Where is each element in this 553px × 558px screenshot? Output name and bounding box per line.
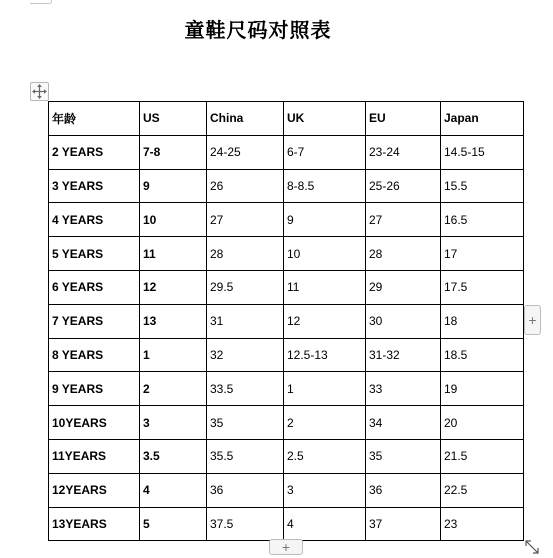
table-row [49, 270, 524, 304]
cell-china[interactable]: 31 [207, 304, 284, 338]
cell-us[interactable]: 9 [140, 169, 207, 203]
table-header-row [49, 102, 524, 136]
move-icon [31, 83, 48, 100]
cell-us[interactable]: 2 [140, 372, 207, 406]
table-row [49, 169, 524, 203]
cell-eu[interactable]: 36 [366, 473, 441, 507]
cell-china[interactable]: 28 [207, 237, 284, 271]
cell-uk[interactable]: 9 [284, 203, 366, 237]
cell-age[interactable]: 11YEARS [49, 439, 140, 473]
cell-age[interactable]: 3 YEARS [49, 169, 140, 203]
table-row [49, 135, 524, 169]
header-cell-age[interactable]: 年龄 [49, 102, 140, 136]
header-cell-us[interactable]: US [140, 102, 207, 136]
header-cell-china[interactable]: China [207, 102, 284, 136]
cell-japan[interactable]: 15.5 [441, 169, 524, 203]
cell-japan[interactable]: 18 [441, 304, 524, 338]
cell-uk[interactable]: 4 [284, 507, 366, 541]
cell-eu[interactable]: 30 [366, 304, 441, 338]
cell-us[interactable]: 4 [140, 473, 207, 507]
cell-china[interactable]: 35 [207, 406, 284, 440]
header-cell-eu[interactable]: EU [366, 102, 441, 136]
table-row [49, 473, 524, 507]
cell-uk[interactable]: 6-7 [284, 135, 366, 169]
cell-eu[interactable]: 37 [366, 507, 441, 541]
cell-china[interactable]: 24-25 [207, 135, 284, 169]
cell-uk[interactable]: 12.5-13 [284, 338, 366, 372]
table-row [49, 304, 524, 338]
table-row [49, 237, 524, 271]
cell-age[interactable]: 5 YEARS [49, 237, 140, 271]
cell-japan[interactable]: 20 [441, 406, 524, 440]
cell-china[interactable]: 36 [207, 473, 284, 507]
cell-uk[interactable]: 3 [284, 473, 366, 507]
table-row [49, 406, 524, 440]
table-row [49, 507, 524, 541]
size-chart-table [48, 101, 524, 541]
header-cell-uk[interactable]: UK [284, 102, 366, 136]
cell-age[interactable]: 7 YEARS [49, 304, 140, 338]
cell-china[interactable]: 26 [207, 169, 284, 203]
cell-age[interactable]: 6 YEARS [49, 270, 140, 304]
cell-uk[interactable]: 12 [284, 304, 366, 338]
cell-uk[interactable]: 2 [284, 406, 366, 440]
cell-age[interactable]: 2 YEARS [49, 135, 140, 169]
add-column-button[interactable]: + [524, 305, 541, 335]
cell-eu[interactable]: 31-32 [366, 338, 441, 372]
cell-age[interactable]: 8 YEARS [49, 338, 140, 372]
cell-eu[interactable]: 25-26 [366, 169, 441, 203]
cell-us[interactable]: 5 [140, 507, 207, 541]
cell-us[interactable]: 3 [140, 406, 207, 440]
cell-china[interactable]: 35.5 [207, 439, 284, 473]
table-move-handle[interactable] [30, 82, 49, 101]
cell-uk[interactable]: 10 [284, 237, 366, 271]
add-row-button[interactable]: + [269, 539, 303, 555]
cell-china[interactable]: 33.5 [207, 372, 284, 406]
cell-japan[interactable]: 17.5 [441, 270, 524, 304]
cell-china[interactable]: 27 [207, 203, 284, 237]
cell-age[interactable]: 10YEARS [49, 406, 140, 440]
cell-us[interactable]: 13 [140, 304, 207, 338]
cell-eu[interactable]: 33 [366, 372, 441, 406]
cell-age[interactable]: 13YEARS [49, 507, 140, 541]
cell-japan[interactable]: 17 [441, 237, 524, 271]
cell-us[interactable]: 10 [140, 203, 207, 237]
cell-eu[interactable]: 27 [366, 203, 441, 237]
cell-us[interactable]: 11 [140, 237, 207, 271]
cell-us[interactable]: 3.5 [140, 439, 207, 473]
cell-eu[interactable]: 35 [366, 439, 441, 473]
cell-eu[interactable]: 28 [366, 237, 441, 271]
table-row [49, 338, 524, 372]
cell-eu[interactable]: 34 [366, 406, 441, 440]
cell-eu[interactable]: 29 [366, 270, 441, 304]
cell-china[interactable]: 32 [207, 338, 284, 372]
cell-uk[interactable]: 8-8.5 [284, 169, 366, 203]
cell-us[interactable]: 1 [140, 338, 207, 372]
cell-japan[interactable]: 22.5 [441, 473, 524, 507]
cell-uk[interactable]: 2.5 [284, 439, 366, 473]
cell-us[interactable]: 12 [140, 270, 207, 304]
cell-japan[interactable]: 19 [441, 372, 524, 406]
header-cell-japan[interactable]: Japan [441, 102, 524, 136]
document-title: 童鞋尺码对照表 [184, 18, 332, 42]
table-row [49, 372, 524, 406]
cell-us[interactable]: 7-8 [140, 135, 207, 169]
cell-eu[interactable]: 23-24 [366, 135, 441, 169]
cell-japan[interactable]: 23 [441, 507, 524, 541]
cell-uk[interactable]: 11 [284, 270, 366, 304]
cell-china[interactable]: 29.5 [207, 270, 284, 304]
cell-age[interactable]: 9 YEARS [49, 372, 140, 406]
cell-age[interactable]: 4 YEARS [49, 203, 140, 237]
table-resize-handle[interactable] [522, 538, 542, 556]
cell-japan[interactable]: 21.5 [441, 439, 524, 473]
cell-china[interactable]: 37.5 [207, 507, 284, 541]
cell-japan[interactable]: 16.5 [441, 203, 524, 237]
resize-icon [522, 538, 542, 556]
cell-uk[interactable]: 1 [284, 372, 366, 406]
cell-japan[interactable]: 14.5-15 [441, 135, 524, 169]
cell-japan[interactable]: 18.5 [441, 338, 524, 372]
table-row [49, 439, 524, 473]
table-row [49, 203, 524, 237]
page-corner-mark [30, 0, 52, 4]
cell-age[interactable]: 12YEARS [49, 473, 140, 507]
